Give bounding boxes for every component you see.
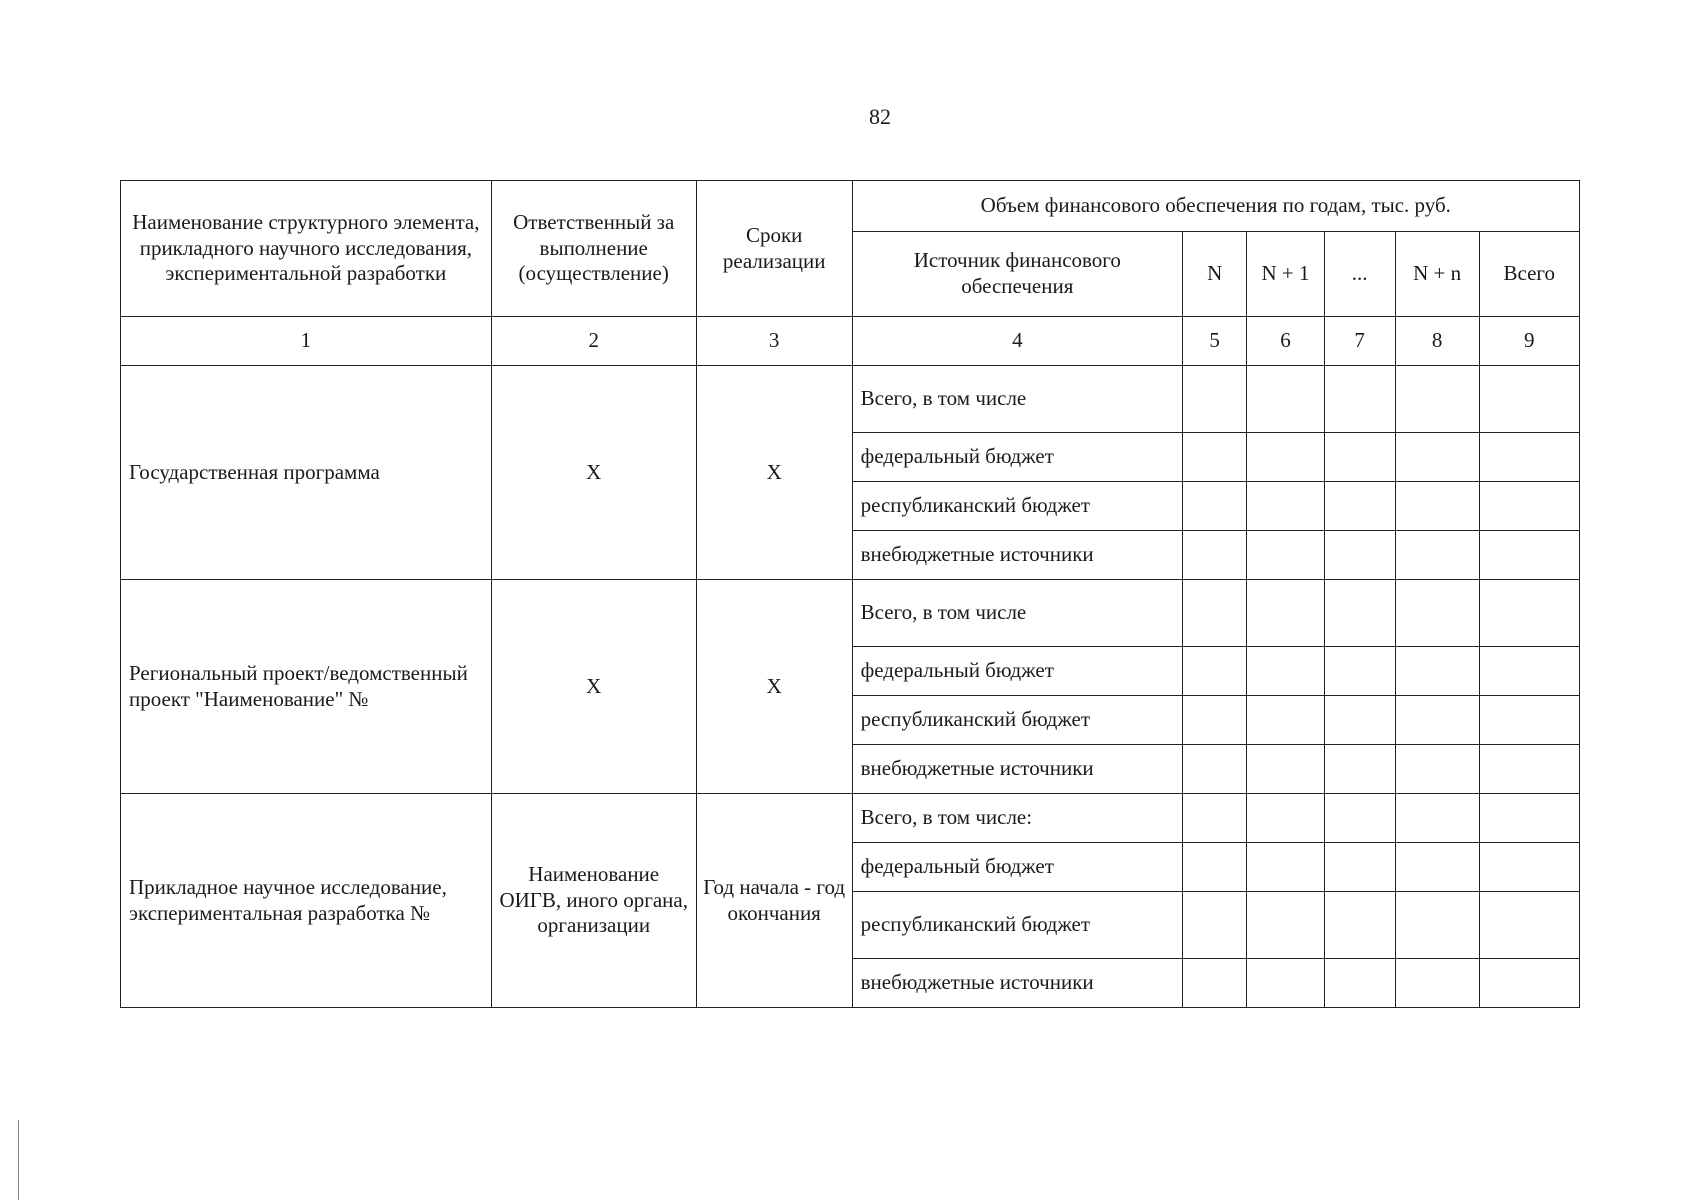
header-responsible: Ответственный за выполнение (осуществление) — [491, 181, 696, 317]
value-cell — [1247, 794, 1324, 843]
header-year-n-plus-1: N + 1 — [1247, 232, 1324, 317]
value-cell — [1479, 482, 1579, 531]
column-number: 1 — [121, 317, 492, 366]
financing-table — [120, 180, 1580, 1008]
value-cell — [1395, 745, 1479, 794]
funding-source: внебюджетные источники — [852, 745, 1182, 794]
value-cell — [1479, 892, 1579, 959]
column-number: 9 — [1479, 317, 1579, 366]
value-cell — [1183, 696, 1247, 745]
value-cell — [1479, 745, 1579, 794]
funding-source: республиканский бюджет — [852, 482, 1182, 531]
responsible-cell: Наименование ОИГВ, иного органа, организации — [491, 794, 696, 1008]
value-cell — [1324, 531, 1395, 580]
value-cell — [1479, 366, 1579, 433]
value-cell — [1479, 647, 1579, 696]
column-number: 2 — [491, 317, 696, 366]
responsible-cell: X — [491, 580, 696, 794]
responsible-cell: X — [491, 366, 696, 580]
value-cell — [1395, 696, 1479, 745]
value-cell — [1183, 580, 1247, 647]
value-cell — [1183, 433, 1247, 482]
funding-source: Всего, в том числе — [852, 366, 1182, 433]
column-number: 4 — [852, 317, 1182, 366]
structural-element-name: Региональный проект/ведомственный проект "Наименование" № — [121, 580, 492, 794]
value-cell — [1324, 366, 1395, 433]
header-period: Сроки реализации — [696, 181, 852, 317]
period-cell: Год начала - год окончания — [696, 794, 852, 1008]
period-cell: X — [696, 580, 852, 794]
value-cell — [1479, 531, 1579, 580]
value-cell — [1395, 531, 1479, 580]
value-cell — [1479, 580, 1579, 647]
value-cell — [1247, 892, 1324, 959]
value-cell — [1247, 482, 1324, 531]
value-cell — [1324, 580, 1395, 647]
header-funding-source: Источник финансового обеспечения — [852, 232, 1182, 317]
value-cell — [1247, 843, 1324, 892]
value-cell — [1479, 843, 1579, 892]
value-cell — [1479, 794, 1579, 843]
value-cell — [1395, 647, 1479, 696]
value-cell — [1395, 366, 1479, 433]
value-cell — [1183, 843, 1247, 892]
column-number-row — [121, 317, 1580, 366]
value-cell — [1395, 580, 1479, 647]
value-cell — [1324, 794, 1395, 843]
value-cell — [1183, 959, 1247, 1008]
table-row — [121, 580, 1580, 647]
value-cell — [1324, 892, 1395, 959]
table-row — [121, 366, 1580, 433]
value-cell — [1395, 843, 1479, 892]
value-cell — [1324, 647, 1395, 696]
value-cell — [1247, 696, 1324, 745]
column-number: 7 — [1324, 317, 1395, 366]
column-number: 3 — [696, 317, 852, 366]
funding-source: федеральный бюджет — [852, 843, 1182, 892]
value-cell — [1247, 366, 1324, 433]
funding-source: внебюджетные источники — [852, 531, 1182, 580]
header-year-n: N — [1183, 232, 1247, 317]
column-number: 5 — [1183, 317, 1247, 366]
table-row — [121, 794, 1580, 843]
value-cell — [1395, 482, 1479, 531]
value-cell — [1183, 892, 1247, 959]
scan-margin-line — [18, 1120, 19, 1200]
value-cell — [1395, 959, 1479, 1008]
column-number: 6 — [1247, 317, 1324, 366]
header-year-n-plus-n: N + n — [1395, 232, 1479, 317]
value-cell — [1183, 531, 1247, 580]
value-cell — [1183, 647, 1247, 696]
column-number: 8 — [1395, 317, 1479, 366]
value-cell — [1324, 696, 1395, 745]
funding-source: внебюджетные источники — [852, 959, 1182, 1008]
page-number: 82 — [869, 104, 891, 129]
value-cell — [1183, 745, 1247, 794]
header-year-ellipsis: ... — [1324, 232, 1395, 317]
funding-source: Всего, в том числе: — [852, 794, 1182, 843]
value-cell — [1247, 433, 1324, 482]
value-cell — [1479, 696, 1579, 745]
value-cell — [1324, 843, 1395, 892]
structural-element-name: Прикладное научное исследование, экспериментальная разработка № — [121, 794, 492, 1008]
value-cell — [1479, 959, 1579, 1008]
funding-source: федеральный бюджет — [852, 433, 1182, 482]
value-cell — [1479, 433, 1579, 482]
value-cell — [1247, 531, 1324, 580]
value-cell — [1247, 580, 1324, 647]
header-structural-element: Наименование структурного элемента, прикладного научного исследования, экспериментальной разработки — [121, 181, 492, 317]
structural-element-name: Государственная программа — [121, 366, 492, 580]
funding-source: федеральный бюджет — [852, 647, 1182, 696]
value-cell — [1324, 433, 1395, 482]
header-total: Всего — [1479, 232, 1579, 317]
value-cell — [1324, 745, 1395, 794]
header-funding-volume: Объем финансового обеспечения по годам, тыс. руб. — [852, 181, 1579, 232]
funding-source: Всего, в том числе — [852, 580, 1182, 647]
value-cell — [1395, 433, 1479, 482]
value-cell — [1183, 794, 1247, 843]
value-cell — [1395, 794, 1479, 843]
value-cell — [1183, 482, 1247, 531]
value-cell — [1247, 647, 1324, 696]
value-cell — [1247, 959, 1324, 1008]
value-cell — [1324, 482, 1395, 531]
value-cell — [1247, 745, 1324, 794]
funding-source: республиканский бюджет — [852, 892, 1182, 959]
funding-source: республиканский бюджет — [852, 696, 1182, 745]
value-cell — [1324, 959, 1395, 1008]
value-cell — [1395, 892, 1479, 959]
value-cell — [1183, 366, 1247, 433]
period-cell: X — [696, 366, 852, 580]
